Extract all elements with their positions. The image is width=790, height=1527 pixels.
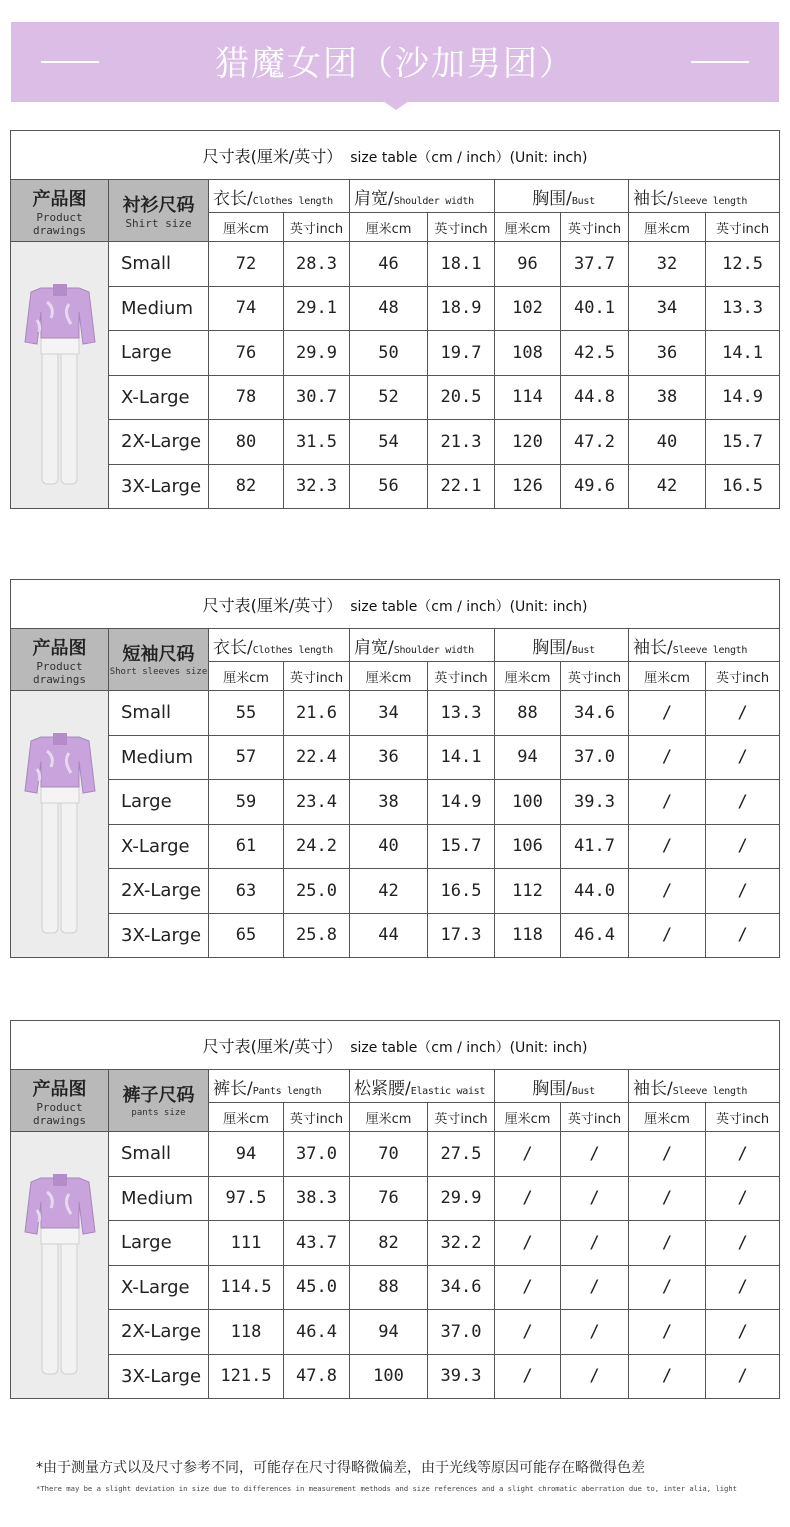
group-title-en: Clothes length	[252, 644, 333, 656]
value-cell: 40	[350, 824, 428, 869]
banner-title: 猎魔女团（沙加男团）	[215, 44, 575, 84]
size-header-en: pants size	[131, 1108, 186, 1118]
size-header	[109, 180, 209, 242]
value-cell: 16.5	[428, 869, 495, 914]
value-cell: 100	[495, 780, 561, 825]
value-cell: 112	[495, 869, 561, 914]
table-row	[11, 1176, 780, 1221]
value-cell: 29.9	[428, 1176, 495, 1221]
unit-cm: 厘米cm	[209, 213, 284, 242]
size-label: Medium	[109, 286, 209, 331]
value-cell: /	[561, 1310, 629, 1355]
product-drawings-header	[11, 1070, 109, 1132]
column-group-header	[209, 629, 350, 662]
column-group-header	[495, 629, 629, 662]
value-cell: /	[706, 1354, 780, 1399]
value-cell: 56	[350, 464, 428, 509]
column-group-header	[209, 180, 350, 213]
value-cell: 94	[209, 1132, 284, 1177]
product-image	[11, 1132, 109, 1399]
value-cell: /	[629, 1132, 706, 1177]
value-cell: 25.8	[284, 913, 350, 958]
value-cell: 38	[629, 375, 706, 420]
value-cell: 37.7	[561, 242, 629, 287]
value-cell: 39.3	[561, 780, 629, 825]
product-header-en1: Product	[36, 659, 83, 673]
size-label: 3X-Large	[109, 1354, 209, 1399]
size-header-zh: 裤子尺码	[122, 1085, 195, 1106]
table-caption	[11, 1021, 780, 1070]
value-cell: 97.5	[209, 1176, 284, 1221]
value-cell: 114	[495, 375, 561, 420]
table-caption	[11, 131, 780, 180]
value-cell: /	[629, 780, 706, 825]
value-cell: /	[706, 735, 780, 780]
unit-inch: 英寸inch	[561, 213, 629, 242]
table-row	[11, 1132, 780, 1177]
group-title-en: Shoulder width	[393, 195, 474, 207]
product-header-en2: drawings	[33, 1113, 86, 1127]
value-cell: 27.5	[428, 1132, 495, 1177]
column-group-header	[495, 1070, 629, 1103]
unit-cm: 厘米cm	[350, 213, 428, 242]
value-cell: /	[706, 1221, 780, 1266]
product-header-zh: 产品图	[32, 637, 87, 659]
unit-cm: 厘米cm	[350, 662, 428, 691]
column-group-header	[350, 629, 495, 662]
value-cell: 36	[350, 735, 428, 780]
value-cell: /	[706, 1176, 780, 1221]
value-cell: 39.3	[428, 1354, 495, 1399]
size-label: X-Large	[109, 375, 209, 420]
value-cell: 25.0	[284, 869, 350, 914]
value-cell: /	[629, 1221, 706, 1266]
group-title-en: Clothes length	[252, 195, 333, 207]
size-label: Medium	[109, 735, 209, 780]
caption-zh: 尺寸表(厘米/英寸）	[202, 1036, 343, 1056]
value-cell: 34.6	[561, 691, 629, 736]
value-cell: /	[706, 824, 780, 869]
value-cell: 82	[209, 464, 284, 509]
value-cell: 37.0	[561, 735, 629, 780]
value-cell: 80	[209, 420, 284, 465]
table-row	[11, 1265, 780, 1310]
value-cell: 13.3	[428, 691, 495, 736]
value-cell: 21.3	[428, 420, 495, 465]
size-header-zh: 衬衫尺码	[122, 195, 195, 216]
value-cell: 34	[629, 286, 706, 331]
outfit-illustration	[11, 242, 109, 504]
value-cell: 106	[495, 824, 561, 869]
group-title-en: Shoulder width	[393, 644, 474, 656]
value-cell: 44.8	[561, 375, 629, 420]
group-title-zh: 肩宽/	[354, 188, 394, 209]
size-label: 2X-Large	[109, 869, 209, 914]
value-cell: 34.6	[428, 1265, 495, 1310]
table-row	[11, 331, 780, 376]
table-row	[11, 869, 780, 914]
product-header-en2: drawings	[33, 223, 86, 237]
table-row	[11, 1354, 780, 1399]
column-group-header	[495, 180, 629, 213]
unit-cm: 厘米cm	[495, 1103, 561, 1132]
size-label: 2X-Large	[109, 1310, 209, 1355]
size-label: 2X-Large	[109, 420, 209, 465]
unit-cm: 厘米cm	[209, 662, 284, 691]
column-group-header	[350, 180, 495, 213]
size-label: X-Large	[109, 1265, 209, 1310]
value-cell: 44.0	[561, 869, 629, 914]
unit-inch: 英寸inch	[284, 1103, 350, 1132]
unit-inch: 英寸inch	[561, 1103, 629, 1132]
value-cell: 41.7	[561, 824, 629, 869]
group-title-zh: 胸围/	[532, 1078, 572, 1099]
value-cell: 59	[209, 780, 284, 825]
unit-inch: 英寸inch	[706, 1103, 780, 1132]
value-cell: 22.4	[284, 735, 350, 780]
value-cell: 14.1	[428, 735, 495, 780]
value-cell: 76	[350, 1176, 428, 1221]
group-title-zh: 袖长/	[633, 637, 673, 658]
value-cell: 44	[350, 913, 428, 958]
group-title-zh: 胸围/	[532, 637, 572, 658]
value-cell: 29.9	[284, 331, 350, 376]
value-cell: /	[706, 1310, 780, 1355]
product-header-zh: 产品图	[32, 1078, 87, 1100]
group-title-en: Sleeve length	[672, 195, 748, 207]
value-cell: 48	[350, 286, 428, 331]
value-cell: /	[495, 1310, 561, 1355]
value-cell: 74	[209, 286, 284, 331]
unit-cm: 厘米cm	[209, 1103, 284, 1132]
table-row	[11, 1310, 780, 1355]
value-cell: 30.7	[284, 375, 350, 420]
unit-cm: 厘米cm	[629, 1103, 706, 1132]
group-title-zh: 袖长/	[633, 188, 673, 209]
caption-en: size table（cm / inch）(Unit: inch)	[350, 149, 588, 166]
value-cell: 34	[350, 691, 428, 736]
value-cell: 24.2	[284, 824, 350, 869]
unit-inch: 英寸inch	[428, 1103, 495, 1132]
unit-inch: 英寸inch	[284, 213, 350, 242]
value-cell: 28.3	[284, 242, 350, 287]
value-cell: 108	[495, 331, 561, 376]
value-cell: /	[629, 824, 706, 869]
value-cell: /	[706, 913, 780, 958]
unit-cm: 厘米cm	[629, 662, 706, 691]
value-cell: 38.3	[284, 1176, 350, 1221]
product-header-en1: Product	[36, 210, 83, 224]
value-cell: 46.4	[561, 913, 629, 958]
value-cell: 21.6	[284, 691, 350, 736]
value-cell: /	[629, 691, 706, 736]
size-header-en: Shirt size	[125, 217, 192, 230]
table-row	[11, 420, 780, 465]
table-row	[11, 691, 780, 736]
value-cell: /	[629, 1265, 706, 1310]
size-table-shirt	[10, 130, 780, 509]
value-cell: /	[495, 1132, 561, 1177]
group-title-en: Pants length	[252, 1085, 322, 1097]
column-group-header	[629, 629, 780, 662]
value-cell: 52	[350, 375, 428, 420]
size-label: Small	[109, 1132, 209, 1177]
group-title-en: Bust	[571, 1085, 595, 1097]
value-cell: 15.7	[706, 420, 780, 465]
value-cell: 46.4	[284, 1310, 350, 1355]
value-cell: /	[561, 1132, 629, 1177]
banner-arrow	[376, 96, 416, 110]
value-cell: 18.1	[428, 242, 495, 287]
value-cell: 114.5	[209, 1265, 284, 1310]
value-cell: 96	[495, 242, 561, 287]
group-title-en: Sleeve length	[672, 644, 748, 656]
group-title-en: Bust	[571, 644, 595, 656]
value-cell: 43.7	[284, 1221, 350, 1266]
value-cell: /	[561, 1265, 629, 1310]
value-cell: 100	[350, 1354, 428, 1399]
footnote-en: *There may be a slight deviation in size due to differences in measurement methods and size references and a slight chromatic aberration due to, inter alia, light	[36, 1484, 738, 1493]
value-cell: 121.5	[209, 1354, 284, 1399]
value-cell: /	[706, 780, 780, 825]
size-header-zh: 短袖尺码	[122, 644, 195, 665]
value-cell: 14.9	[428, 780, 495, 825]
unit-inch: 英寸inch	[706, 662, 780, 691]
size-label: Medium	[109, 1176, 209, 1221]
size-label: 3X-Large	[109, 913, 209, 958]
product-image	[11, 691, 109, 958]
value-cell: /	[495, 1265, 561, 1310]
value-cell: /	[706, 1132, 780, 1177]
product-drawings-header	[11, 180, 109, 242]
value-cell: 88	[350, 1265, 428, 1310]
value-cell: 78	[209, 375, 284, 420]
value-cell: 18.9	[428, 286, 495, 331]
table-caption	[11, 580, 780, 629]
table-row	[11, 913, 780, 958]
unit-cm: 厘米cm	[629, 213, 706, 242]
value-cell: 46	[350, 242, 428, 287]
size-header	[109, 629, 209, 691]
value-cell: 20.5	[428, 375, 495, 420]
value-cell: 32.3	[284, 464, 350, 509]
size-table-pants	[10, 1020, 780, 1399]
size-label: Large	[109, 331, 209, 376]
value-cell: /	[629, 1310, 706, 1355]
value-cell: 57	[209, 735, 284, 780]
value-cell: 29.1	[284, 286, 350, 331]
table-row	[11, 780, 780, 825]
value-cell: /	[629, 913, 706, 958]
value-cell: 88	[495, 691, 561, 736]
value-cell: 42.5	[561, 331, 629, 376]
value-cell: 82	[350, 1221, 428, 1266]
value-cell: 13.3	[706, 286, 780, 331]
unit-inch: 英寸inch	[428, 213, 495, 242]
value-cell: 38	[350, 780, 428, 825]
unit-inch: 英寸inch	[428, 662, 495, 691]
size-label: X-Large	[109, 824, 209, 869]
size-header-en: Short sleeves size	[109, 667, 208, 677]
value-cell: 102	[495, 286, 561, 331]
value-cell: 49.6	[561, 464, 629, 509]
size-label: 3X-Large	[109, 464, 209, 509]
value-cell: 40.1	[561, 286, 629, 331]
size-label: Small	[109, 691, 209, 736]
size-label: Large	[109, 780, 209, 825]
product-image	[11, 242, 109, 509]
value-cell: 23.4	[284, 780, 350, 825]
group-title-en: Elastic waist	[410, 1085, 486, 1097]
value-cell: 12.5	[706, 242, 780, 287]
value-cell: 42	[350, 869, 428, 914]
column-group-header	[629, 1070, 780, 1103]
value-cell: /	[561, 1176, 629, 1221]
group-title-zh: 松紧腰/	[354, 1078, 411, 1099]
group-title-zh: 胸围/	[532, 188, 572, 209]
value-cell: 31.5	[284, 420, 350, 465]
value-cell: 120	[495, 420, 561, 465]
footnote-zh: *由于测量方式以及尺寸参考不同，可能存在尺寸得略微偏差，由于光线等原因可能存在略微得色差	[36, 1460, 645, 1476]
value-cell: 70	[350, 1132, 428, 1177]
value-cell: 50	[350, 331, 428, 376]
banner-background	[11, 22, 779, 102]
group-title-zh: 袖长/	[633, 1078, 673, 1099]
unit-inch: 英寸inch	[706, 213, 780, 242]
unit-cm: 厘米cm	[495, 213, 561, 242]
column-group-header	[629, 180, 780, 213]
product-header-en2: drawings	[33, 672, 86, 686]
group-title-zh: 衣长/	[213, 188, 253, 209]
caption-en: size table（cm / inch）(Unit: inch)	[350, 1039, 588, 1056]
value-cell: 15.7	[428, 824, 495, 869]
table-row	[11, 286, 780, 331]
table-row	[11, 464, 780, 509]
unit-inch: 英寸inch	[284, 662, 350, 691]
value-cell: 40	[629, 420, 706, 465]
size-label: Small	[109, 242, 209, 287]
value-cell: /	[495, 1221, 561, 1266]
value-cell: 14.1	[706, 331, 780, 376]
value-cell: 32.2	[428, 1221, 495, 1266]
outfit-illustration	[11, 1132, 109, 1394]
value-cell: 47.2	[561, 420, 629, 465]
value-cell: /	[706, 869, 780, 914]
outfit-illustration	[11, 691, 109, 953]
group-title-en: Bust	[571, 195, 595, 207]
value-cell: 19.7	[428, 331, 495, 376]
value-cell: 61	[209, 824, 284, 869]
group-title-zh: 衣长/	[213, 637, 253, 658]
value-cell: 45.0	[284, 1265, 350, 1310]
table-row	[11, 242, 780, 287]
value-cell: 118	[495, 913, 561, 958]
value-cell: 65	[209, 913, 284, 958]
table-row	[11, 1221, 780, 1266]
table-row	[11, 375, 780, 420]
table-row	[11, 735, 780, 780]
value-cell: 55	[209, 691, 284, 736]
caption-en: size table（cm / inch）(Unit: inch)	[350, 598, 588, 615]
table-row	[11, 824, 780, 869]
product-header-en1: Product	[36, 1100, 83, 1114]
value-cell: 16.5	[706, 464, 780, 509]
product-drawings-header	[11, 629, 109, 691]
value-cell: 118	[209, 1310, 284, 1355]
value-cell: /	[629, 735, 706, 780]
value-cell: 47.8	[284, 1354, 350, 1399]
value-cell: 17.3	[428, 913, 495, 958]
caption-zh: 尺寸表(厘米/英寸）	[202, 146, 343, 166]
value-cell: 94	[350, 1310, 428, 1355]
value-cell: 54	[350, 420, 428, 465]
unit-cm: 厘米cm	[495, 662, 561, 691]
value-cell: 32	[629, 242, 706, 287]
value-cell: /	[561, 1221, 629, 1266]
value-cell: 76	[209, 331, 284, 376]
group-title-zh: 裤长/	[213, 1078, 253, 1099]
value-cell: 126	[495, 464, 561, 509]
value-cell: /	[495, 1354, 561, 1399]
product-header-zh: 产品图	[32, 188, 87, 210]
value-cell: 36	[629, 331, 706, 376]
column-group-header	[350, 1070, 495, 1103]
value-cell: 63	[209, 869, 284, 914]
value-cell: /	[629, 869, 706, 914]
value-cell: 72	[209, 242, 284, 287]
size-label: Large	[109, 1221, 209, 1266]
value-cell: 22.1	[428, 464, 495, 509]
size-table-short-sleeves	[10, 579, 780, 958]
size-header	[109, 1070, 209, 1132]
unit-inch: 英寸inch	[561, 662, 629, 691]
unit-cm: 厘米cm	[350, 1103, 428, 1132]
group-title-zh: 肩宽/	[354, 637, 394, 658]
caption-zh: 尺寸表(厘米/英寸）	[202, 595, 343, 615]
column-group-header	[209, 1070, 350, 1103]
value-cell: 94	[495, 735, 561, 780]
value-cell: 14.9	[706, 375, 780, 420]
value-cell: 37.0	[284, 1132, 350, 1177]
value-cell: /	[706, 691, 780, 736]
value-cell: /	[629, 1176, 706, 1221]
value-cell: /	[561, 1354, 629, 1399]
value-cell: 111	[209, 1221, 284, 1266]
banner-right-line	[691, 61, 749, 63]
value-cell: 37.0	[428, 1310, 495, 1355]
value-cell: 42	[629, 464, 706, 509]
value-cell: /	[495, 1176, 561, 1221]
value-cell: /	[706, 1265, 780, 1310]
group-title-en: Sleeve length	[672, 1085, 748, 1097]
value-cell: /	[629, 1354, 706, 1399]
